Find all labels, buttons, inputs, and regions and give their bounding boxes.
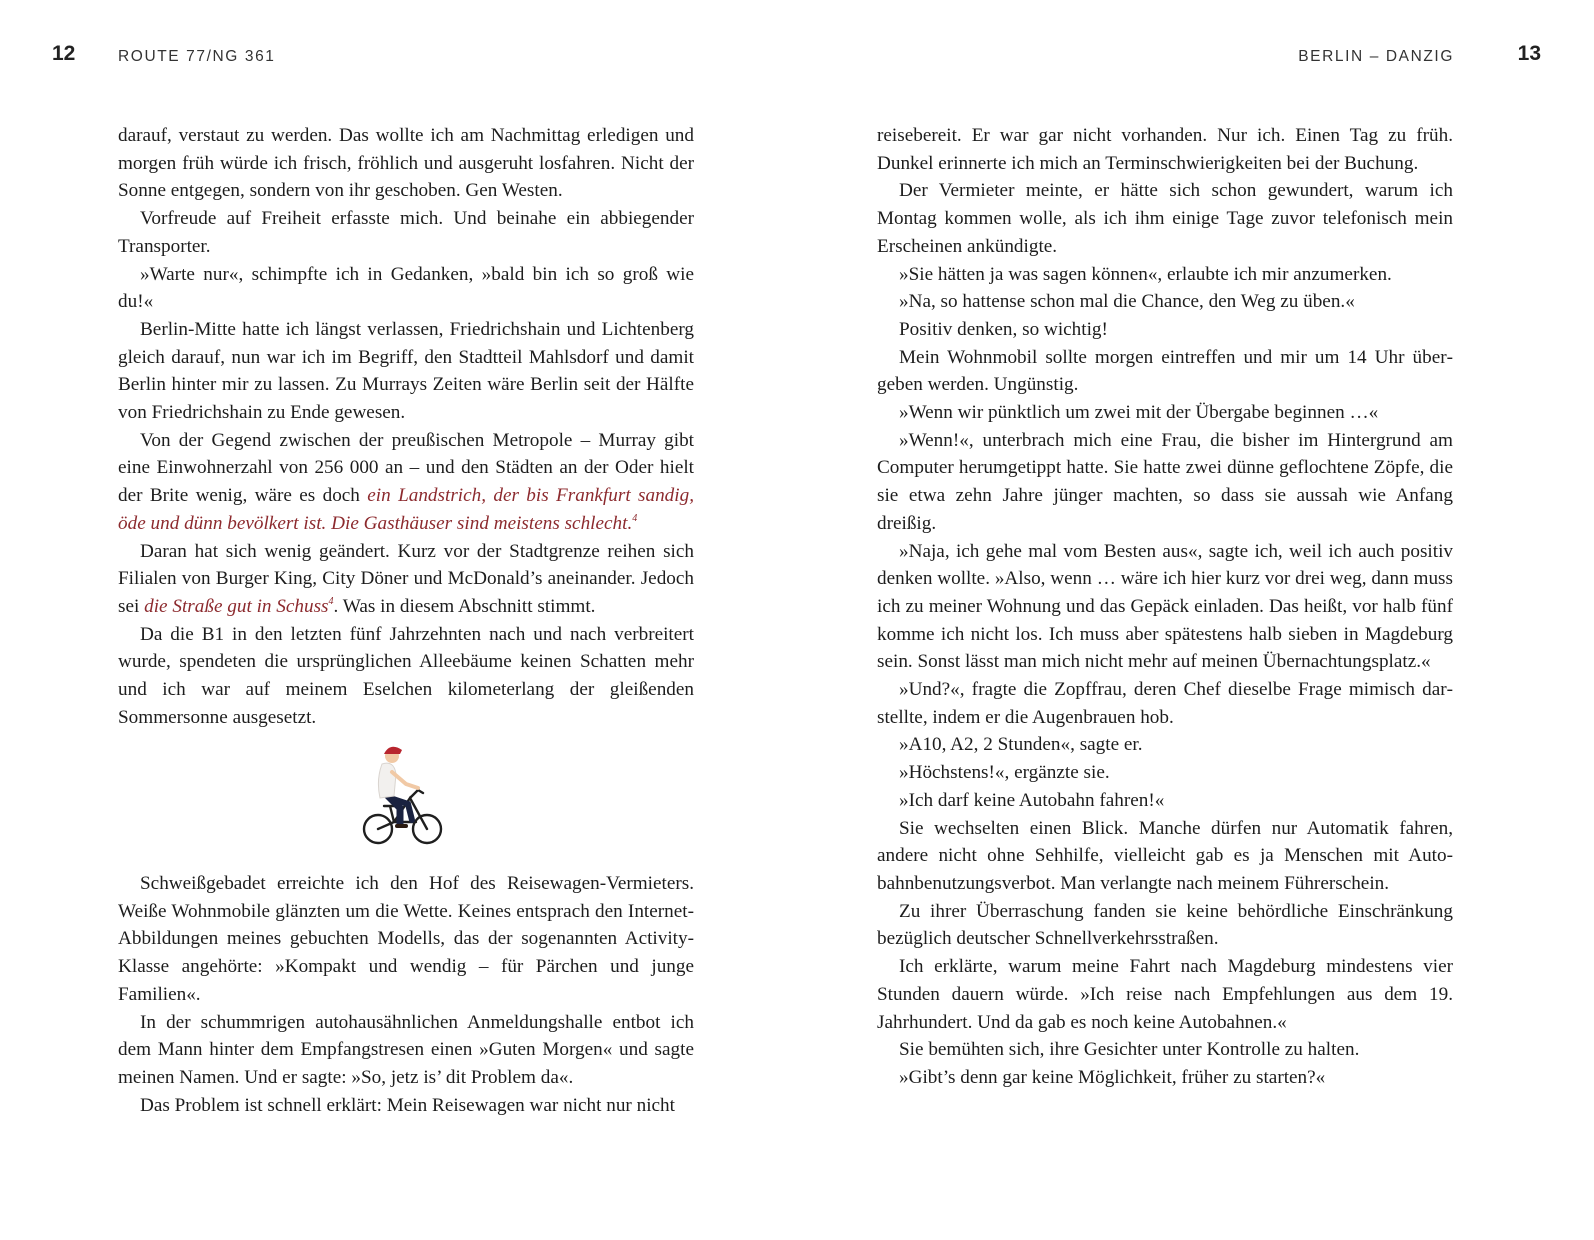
paragraph: darauf, verstaut zu werden. Das wollte ich am Nachmittag erledigen und morgen früh würde ich frisch, fröhlich und ausgeruht losfahren. Nicht der Sonne entgegen, sondern von ihr geschoben. Gen Westen. (118, 125, 694, 202)
paragraph: »Und?«, fragte die Zopffrau, deren Chef dieselbe Frage mimisch darstellte, indem er die Augenbrauen hob. (877, 679, 1453, 728)
paragraph: »Sie hätten ja was sagen können«, erlaubte ich mir anzumerken. (899, 263, 1392, 285)
paragraph: Zu ihrer Überraschung fanden sie keine behördliche Einschränkung bezüglich deutscher Schnellverkehrsstraßen. (877, 900, 1453, 950)
paragraph: »Wenn wir pünktlich um zwei mit der Übergabe beginnen …« (899, 402, 1379, 424)
paragraph-text: Von der Gegend zwischen der preußischen Metropole – Murray gibt eine Einwohnerzahl von 256 000 an – und den Städten an der Oder hielt der Brite wenig, wäre es doch (118, 429, 694, 507)
paragraph: Schweißgebadet erreichte ich den Hof des Reisewagen-Vermieters. Weiße Wohnmobile glänzten um die Wette. Keines entsprach den Internet-Abbildungen meines gebuchten Modells, das der sogenannten Activity-Klasse angehörte: »Kompakt und wendig – für Pärchen und junge Familien«. (118, 873, 694, 1005)
footnote-marker: 4 (328, 595, 334, 607)
murray-quote: die Straße gut in Schuss (144, 595, 329, 617)
paragraph: »Warte nur«, schimpfte ich in Gedanken, »bald bin ich so groß wie du!« (118, 263, 694, 313)
paragraph: »Wenn!«, unterbrach mich eine Frau, die bisher im Hintergrund am Computer herumgetippt hatte. Sie hatte zwei dünne geflochtene Zöpfe, die sie etwa zehn Jahre jünger machten, so dass sie aussah wie Anfang dreißig. (877, 429, 1453, 534)
paragraph: Vorfreude auf Freiheit erfasste mich. Und beinahe ein abbiegender Transporter. (118, 208, 694, 257)
paragraph: »Naja, ich gehe mal vom Besten aus«, sagte ich, weil ich auch positiv denken wollte. »Also, wenn … wäre ich hier kurz vor drei weg, dann muss ich zu meiner Wohnung und das Gepäck einladen. Das heißt, vor halb fünf komme ich nicht los. Ich muss aber spätestens halb sieben in Magdeburg sein. Sonst lässt man mich nicht mehr auf meinen Übernachtungsplatz.« (877, 540, 1453, 673)
paragraph: Berlin-Mitte hatte ich längst verlassen, Friedrichshain und Lichtenberg gleich darauf, nun war ich im Begriff, den Stadtteil Mahlsdorf und damit Berlin hinter mir zu lassen. Zu Murrays Zeiten wäre Berlin seit der Hälfte von Friedrichshain zu Ende gewesen. (118, 318, 694, 424)
paragraph (118, 538, 694, 621)
paragraph: »Ich darf keine Autobahn fahren!« (899, 789, 1165, 811)
text-block (877, 122, 1453, 1092)
running-head: ROUTE 77/NG 361 (118, 48, 276, 65)
paragraph: »A10, A2, 2 Stunden«, sagte er. (899, 734, 1143, 756)
paragraph: Da die B1 in den letzten fünf Jahrzehnten nach und nach verbreitert wurde, spendeten die ursprünglichen Alleebäume keinen Schatten mehr und ich war auf meinem Eselchen kilometerlang der gleißenden Sommersonne ausgesetzt. (118, 623, 694, 728)
footnote-marker: 4 (632, 512, 638, 524)
page-number: 12 (52, 42, 76, 65)
paragraph: »Gibt’s denn gar keine Möglichkeit, früher zu starten?« (899, 1066, 1326, 1088)
paragraph (118, 427, 694, 538)
cyclist-icon (360, 740, 444, 852)
running-head: BERLIN – DANZIG (1298, 48, 1454, 65)
paragraph: Mein Wohnmobil sollte morgen eintreffen und mir um 14 Uhr übergeben werden. Ungünstig. (877, 346, 1453, 396)
paragraph: Sie wechselten einen Blick. Manche dürfen nur Automatik fahren, andere nicht ohne Sehhilfe, vielleicht gab es ja Menschen mit Autobahnbenutzungsverbot. Man verlangte nach meinem Führerschein. (877, 817, 1453, 894)
paragraph: »Höchstens!«, ergänzte sie. (899, 762, 1110, 784)
text-block (118, 870, 694, 1119)
paragraph: Sie bemühten sich, ihre Gesichter unter Kontrolle zu halten. (899, 1039, 1360, 1061)
right-page (797, 0, 1594, 1240)
paragraph-text: Daran hat sich wenig geändert. Kurz vor der Stadtgrenze reihen sich Filialen von Burger King, City Döner und McDonald’s aneinander. Jedoch sei (118, 540, 694, 617)
paragraph: In der schummrigen autohausähnlichen Anmeldungshalle entbot ich dem Mann hinter dem Empfangstresen einen »Guten Morgen« und sagte meinen Namen. Und er sagte: »So, jetz is’ dit Problem da«. (118, 1011, 694, 1088)
paragraph-text: . Was in diesem Abschnitt stimmt. (333, 595, 596, 617)
paragraph: Ich erklärte, warum meine Fahrt nach Magdeburg mindestens vier Stunden dauern würde. »Ich reise nach Empfehlungen aus dem 19. Jahrhundert. Und da gab es noch keine Autobahnen.« (877, 956, 1453, 1033)
paragraph: reisebereit. Er war gar nicht vorhanden. Nur ich. Einen Tag zu früh. Dunkel erinnerte ich mich an Terminschwierigkeiten bei der Buchung. (877, 125, 1453, 174)
text-block (118, 122, 694, 731)
paragraph: Das Problem ist schnell erklärt: Mein Reisewagen war nicht nur nicht (140, 1094, 675, 1116)
page-number: 13 (1517, 42, 1541, 65)
paragraph: Positiv denken, so wichtig! (899, 318, 1108, 340)
murray-quote: ein Landstrich, der bis Frankfurt sandig, öde und dünn bevölkert ist. Die Gasthäuser sind meistens schlecht. (118, 485, 694, 534)
paragraph: »Na, so hattense schon mal die Chance, den Weg zu üben.« (899, 291, 1355, 313)
paragraph: Der Vermieter meinte, er hätte sich schon gewundert, warum ich Montag kommen wolle, als ich ihm einige Tage zuvor telefonisch mein Erscheinen ankündigte. (877, 180, 1453, 257)
